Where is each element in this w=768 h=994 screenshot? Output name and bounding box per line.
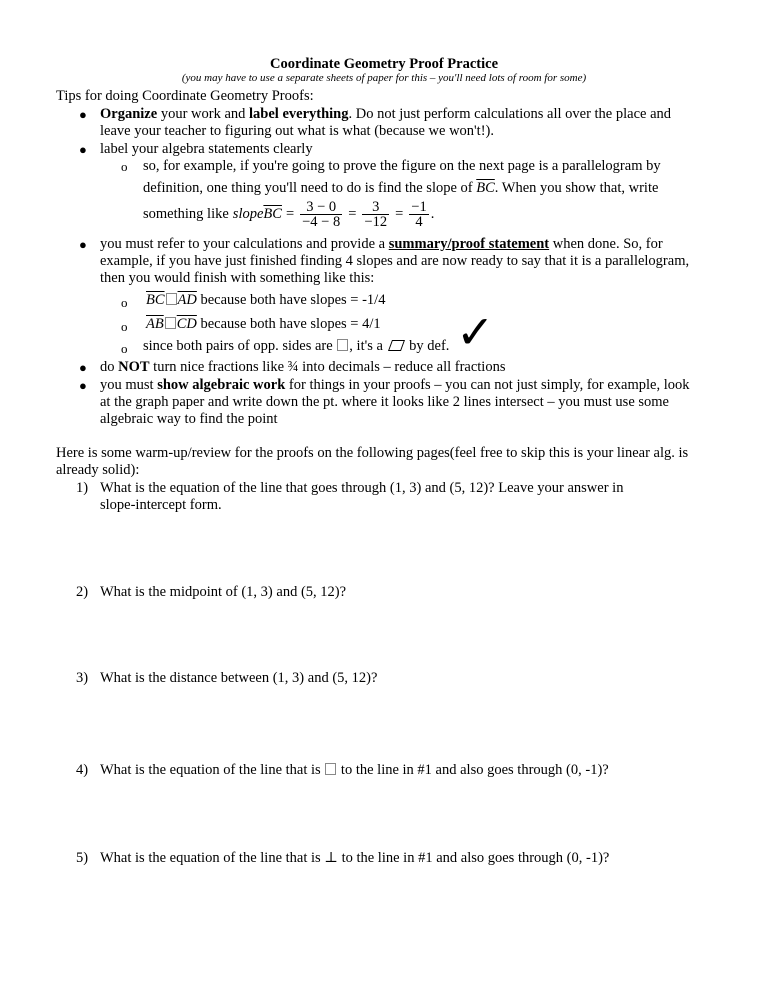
item3-pre: since both pairs of opp. sides are xyxy=(143,338,337,354)
question-5 xyxy=(100,850,720,867)
example-pre: something like xyxy=(143,205,229,222)
frac2-num: 3 xyxy=(362,200,389,215)
frac2-den: −12 xyxy=(364,213,388,230)
tip-fractions-bold: NOT xyxy=(118,359,150,375)
segment-bc: $\overline{BC}$ xyxy=(476,180,495,196)
proof-item-3 xyxy=(143,338,449,355)
tip-algebraic-text2: for things in your proofs – you can not just simply, for example, look xyxy=(285,377,690,393)
equals-sign: = xyxy=(348,205,357,222)
tip-summary-line2: example, if you have just finished finding 4 slopes and are now ready to say that it is a parallelogram, xyxy=(100,253,690,269)
equals-sign: = xyxy=(395,205,404,222)
question-4-post: to the line in #1 and also goes through (0, -1)? xyxy=(337,762,609,778)
parallel-icon xyxy=(165,317,176,329)
question-number: 4) xyxy=(76,762,89,778)
tip-summary-bold: summary/proof statement xyxy=(388,236,550,252)
sub-bullet-icon: o xyxy=(121,159,128,174)
tip-fractions-text1: do xyxy=(100,359,119,375)
item3-mid: , it's a xyxy=(349,338,387,354)
parallel-icon xyxy=(166,293,177,305)
example-slope: slope xyxy=(232,205,264,222)
tip-summary-text2: when done. So, for xyxy=(549,236,663,252)
tip-summary xyxy=(100,236,663,253)
question-number: 5) xyxy=(76,850,89,866)
tip-organize-bold1: Organize xyxy=(100,106,158,122)
checkmark-icon: ✓ xyxy=(456,307,495,358)
page-subtitle: (you may have to use a separate sheets of paper for this – you'll need lots of room for some) xyxy=(181,72,587,84)
tip-label: label your algebra statements clearly xyxy=(100,141,313,157)
fraction-1 xyxy=(300,200,342,229)
perpendicular-icon: ⊥ xyxy=(324,850,338,866)
bullet-icon: ● xyxy=(79,378,87,393)
question-4 xyxy=(100,762,720,779)
sub-line2-pre: definition, one thing you'll need to do is find the slope of xyxy=(143,180,477,196)
warmup-intro-line2: already solid): xyxy=(56,462,140,478)
tip-organize-line2: leave your teacher to figuring out what is what (because we won't!). xyxy=(100,123,494,139)
proof-item-1 xyxy=(146,292,385,309)
tip-fractions xyxy=(100,359,505,376)
item1-text: because both have slopes = -1/4 xyxy=(196,292,386,308)
tip-summary-line3: then you would finish with something like this: xyxy=(100,270,375,286)
question-4-pre: What is the equation of the line that is xyxy=(100,762,325,778)
frac1-den: −4 − 8 xyxy=(302,213,341,230)
question-1-line1: What is the equation of the line that goes through (1, 3) and (5, 12)? Leave your answer in xyxy=(100,480,624,496)
frac3-num: −1 xyxy=(411,198,427,215)
tip-organize xyxy=(100,106,671,123)
frac3-den: 4 xyxy=(415,213,423,230)
question-3: What is the distance between (1, 3) and (5, 12)? xyxy=(100,670,378,686)
example-seg: $\overline{BC}$ xyxy=(263,205,282,222)
seg-cd: $\overline{CD}$ xyxy=(176,316,197,332)
parallel-icon xyxy=(325,763,336,775)
tip-algebraic-text1: you must xyxy=(100,377,158,393)
tip-algebraic-line3: algebraic way to find the point xyxy=(100,411,278,427)
sub-bullet-icon: o xyxy=(121,341,128,356)
page-title: Coordinate Geometry Proof Practice xyxy=(269,56,498,72)
question-number: 3) xyxy=(76,670,89,686)
item2-text: because both have slopes = 4/1 xyxy=(196,316,381,332)
tip-summary-text1: you must refer to your calculations and provide a xyxy=(100,236,389,252)
seg-bc: $\overline{BC}$ xyxy=(146,292,165,308)
question-1-line2: slope-intercept form. xyxy=(100,497,222,513)
tip-algebraic-bold: show algebraic work xyxy=(157,377,286,393)
sub-bullet-icon: o xyxy=(121,319,128,334)
example-end: . xyxy=(430,205,435,222)
seg-ad: $\overline{AD}$ xyxy=(177,292,197,308)
item3-post: by def. xyxy=(405,338,450,354)
bullet-icon: ● xyxy=(79,107,87,122)
tip-fractions-text2: turn nice fractions like ¾ into decimals – reduce all fractions xyxy=(149,359,506,375)
fraction-2 xyxy=(362,200,389,229)
tip-algebraic-line2: at the graph paper and write down the pt. where it looks like 2 lines intersect – you must use some xyxy=(100,394,669,410)
question-number: 1) xyxy=(76,480,89,496)
sub-line2-post: . When you show that, write xyxy=(494,180,659,196)
tip-algebraic xyxy=(100,377,690,394)
tip-organize-text2: . Do not just perform calculations all over the place and xyxy=(348,106,672,122)
question-5-pre: What is the equation of the line that is xyxy=(100,850,325,866)
parallelogram-icon xyxy=(388,340,405,351)
bullet-icon: ● xyxy=(79,237,87,252)
tip-organize-bold2: label everything xyxy=(249,106,349,122)
frac1-num: 3 − 0 xyxy=(300,200,342,215)
tip-label-sub-line1: so, for example, if you're going to prove the figure on the next page is a parallelogram by xyxy=(143,158,661,174)
equals-sign: = xyxy=(285,205,295,222)
slope-example xyxy=(143,197,434,231)
seg-ab: $\overline{AB}$ xyxy=(146,316,164,332)
question-number: 2) xyxy=(76,584,89,600)
proof-item-2 xyxy=(146,316,381,333)
bullet-icon: ● xyxy=(79,360,87,375)
tip-label-sub-line2 xyxy=(143,180,658,197)
warmup-intro-line1: Here is some warm-up/review for the proofs on the following pages(feel free to skip this is your linear alg. is xyxy=(56,445,689,461)
question-2: What is the midpoint of (1, 3) and (5, 12)? xyxy=(100,584,347,600)
question-5-post: to the line in #1 and also goes through (0, -1)? xyxy=(337,850,610,866)
tips-heading: Tips for doing Coordinate Geometry Proofs: xyxy=(56,88,314,104)
sub-bullet-icon: o xyxy=(121,295,128,310)
tip-organize-text1: your work and xyxy=(157,106,250,122)
parallel-icon xyxy=(337,339,348,351)
bullet-icon: ● xyxy=(79,142,87,157)
fraction-3 xyxy=(409,200,428,229)
